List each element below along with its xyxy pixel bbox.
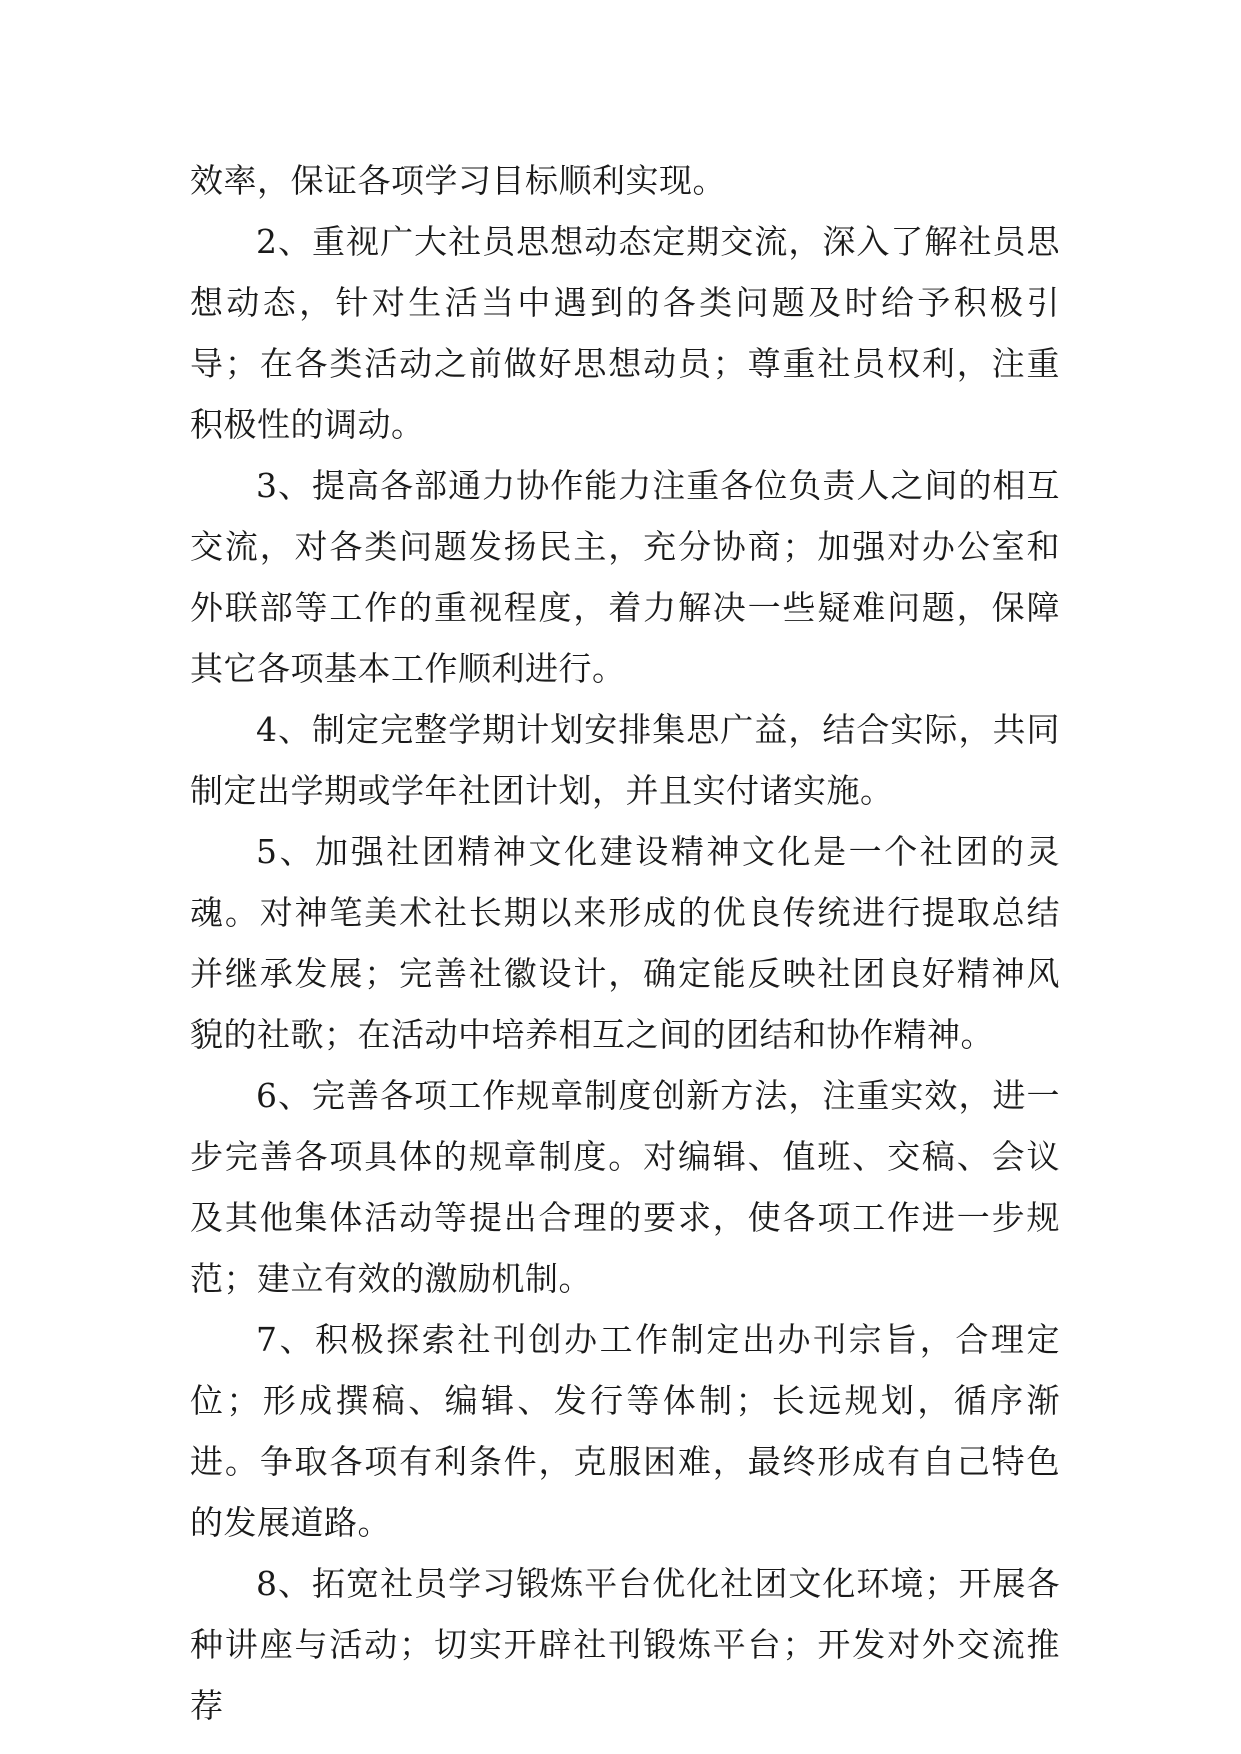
paragraph-item-6: 6、完善各项工作规章制度创新方法，注重实效，进一步完善各项具体的规章制度。对编辑、值班、交稿、会议及其他集体活动等提出合理的要求，使各项工作进一步规范；建立有效的激励机制。	[190, 1076, 1060, 1298]
paragraph-item-8: 8、拓宽社员学习锻炼平台优化社团文化环境；开展各种讲座与活动；切实开辟社刊锻炼平台；开发对外交流推荐	[190, 1564, 1060, 1725]
paragraph-continuation: 效率，保证各项学习目标顺利实现。	[190, 161, 726, 200]
paragraph-item-7: 7、积极探索社刊创办工作制定出办刊宗旨，合理定位；形成撰稿、编辑、发行等体制；长远规划，循序渐进。争取各项有利条件，克服困难，最终形成有自己特色的发展道路。	[190, 1320, 1060, 1542]
document-body	[190, 150, 1060, 1736]
paragraph-item-5: 5、加强社团精神文化建设精神文化是一个社团的灵魂。对神笔美术社长期以来形成的优良传统进行提取总结并继承发展；完善社徽设计，确定能反映社团良好精神风貌的社歌；在活动中培养相互之间的团结和协作精神。	[190, 832, 1060, 1054]
paragraph-item-3: 3、提高各部通力协作能力注重各位负责人之间的相互交流，对各类问题发扬民主，充分协商；加强对办公室和外联部等工作的重视程度，着力解决一些疑难问题，保障其它各项基本工作顺利进行。	[190, 466, 1060, 688]
paragraph-item-2: 2、重视广大社员思想动态定期交流，深入了解社员思想动态，针对生活当中遇到的各类问题及时给予积极引导；在各类活动之前做好思想动员；尊重社员权利，注重积极性的调动。	[190, 222, 1060, 444]
paragraph-item-4: 4、制定完整学期计划安排集思广益，结合实际，共同制定出学期或学年社团计划，并且实付诸实施。	[190, 710, 1060, 810]
